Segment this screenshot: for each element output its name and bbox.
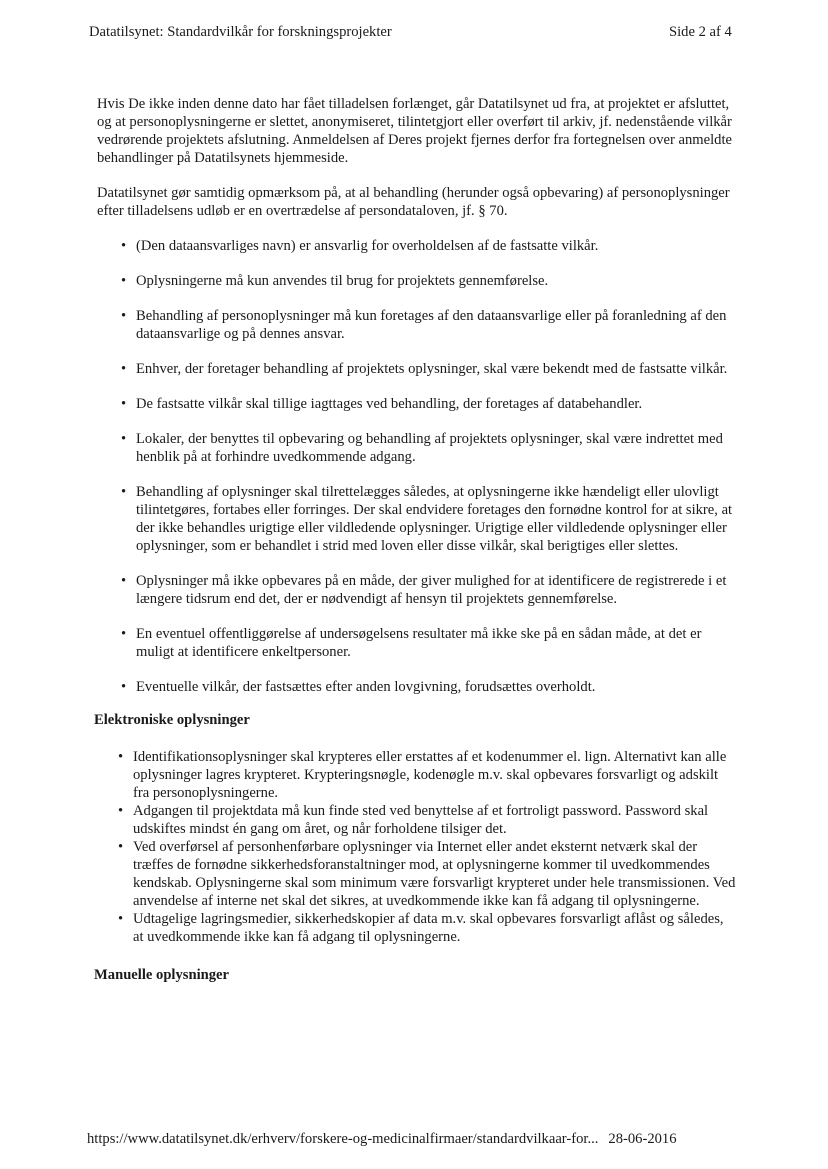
list-item-text: Behandling af personoplysninger må kun foretages af den dataansvarlige eller på foranledning af den dataansvarlige og på dennes ansvar. [136, 308, 727, 342]
list-item [97, 237, 737, 255]
list-item-text: Adgangen til projektdata må kun finde sted ved benyttelse af et fortroligt password. Password skal udskiftes mindst én gang om året, og når forholdene tilsiger det. [133, 803, 709, 837]
intro-paragraph-1: Hvis De ikke inden denne dato har fået tilladelsen forlænget, går Datatilsynet ud fra, at projektet er afsluttet, og at personoplysningerne er slettet, anonymiseret, tilintetgjort eller overført til arkiv, jf. nedenstående vilkår vedrørende projektets afslutning. Anmeldelsen af Deres projekt fjernes derfor fra fortegnelsen over anmeldte behandlinger på Datatilsynets hjemmeside. [97, 96, 732, 166]
list-item [97, 802, 737, 838]
conditions-list [97, 237, 737, 696]
list-item-text: Behandling af oplysninger skal tilrettelægges således, at oplysningerne ikke hændeligt eller ulovligt tilintetgøres, fortabes eller forringes. Der skal endvidere foretages den fornødne kontrol for at sikre, at der ikke behandles urigtige eller vildledende oplysninger. Urigtige eller vildledende oplysninger eller oplysninger, som er behandlet i strid med loven eller disse vilkår, skal berigtiges eller slettes. [136, 484, 733, 554]
list-item-text: De fastsatte vilkår skal tillige iagttages ved behandling, der foretages af databehandler. [136, 396, 643, 412]
list-item [97, 572, 737, 608]
intro-paragraph-2: Datatilsynet gør samtidig opmærksom på, at al behandling (herunder også opbevaring) af personoplysninger efter tilladelsens udløb er en overtrædelse af persondataloven, jf. § 70. [97, 185, 730, 219]
list-item [97, 272, 737, 290]
list-item [97, 678, 737, 696]
list-item-text: Ved overførsel af personhenførbare oplysninger via Internet eller andet eksternt netværk skal der træffes de fornødne sikkerhedsforanstaltninger mod, at oplysningerne kommer til uvedkommendes kendskab. Oplysningerne skal som minimum være forsvarligt krypteret under hele transmissionen. Ved anvendelse af interne net skal det sikres, at uvedkommende ikke kan få adgang til oplysningerne. [133, 839, 736, 909]
bullet-icon: • [121, 396, 127, 412]
list-item [97, 910, 737, 946]
bullet-icon: • [118, 839, 124, 855]
list-item-text: En eventuel offentliggørelse af undersøgelsens resultater må ikke ske på en sådan måde, at det er muligt at identificere enkeltpersoner. [136, 626, 702, 660]
bullet-icon: • [121, 308, 127, 324]
list-item-text: Identifikationsoplysninger skal krypteres eller erstattes af et kodenummer el. lign. Alternativt kan alle oplysninger lagres krypteret. Krypteringsnøgle, kodenøgle m.v. skal opbevares forsvarligt og adskilt fra personoplysningerne. [133, 749, 727, 801]
list-item-text: Oplysningerne må kun anvendes til brug for projektets gennemførelse. [136, 273, 549, 289]
section-heading-electronic: Elektroniske oplysninger [94, 712, 250, 728]
bullet-icon: • [121, 238, 127, 254]
bullet-icon: • [121, 484, 127, 500]
list-item-text: (Den dataansvarliges navn) er ansvarlig for overholdelsen af de fastsatte vilkår. [136, 238, 599, 254]
list-item [97, 395, 737, 413]
bullet-icon: • [121, 573, 127, 589]
list-item-text: Enhver, der foretager behandling af projektets oplysninger, skal være bekendt med de fastsatte vilkår. [136, 361, 728, 377]
bullet-icon: • [121, 361, 127, 377]
bullet-icon: • [118, 749, 124, 765]
bullet-icon: • [118, 803, 124, 819]
footer-url[interactable]: https://www.datatilsynet.dk/erhverv/forskere-og-medicinalfirmaer/standardvilkaar-for... [87, 1131, 599, 1147]
list-item [97, 307, 737, 343]
document-body [94, 95, 737, 984]
bullet-icon: • [121, 431, 127, 447]
section-heading-manual: Manuelle oplysninger [94, 967, 229, 983]
footer-date: 28-06-2016 [608, 1131, 677, 1147]
list-item [97, 483, 737, 555]
list-item [97, 360, 737, 378]
electronic-list [97, 748, 737, 946]
list-item [97, 748, 737, 802]
list-item-text: Lokaler, der benyttes til opbevaring og behandling af projektets oplysninger, skal være indrettet med henblik på at forhindre uvedkommende adgang. [136, 431, 723, 465]
list-item [97, 625, 737, 661]
list-item-text: Udtagelige lagringsmedier, sikkerhedskopier af data m.v. skal opbevares forsvarligt aflåst og således, at uvedkommende ikke kan få adgang til oplysningerne. [133, 911, 724, 945]
bullet-icon: • [121, 626, 127, 642]
list-item-text: Eventuelle vilkår, der fastsættes efter anden lovgivning, forudsættes overholdt. [136, 679, 596, 695]
bullet-icon: • [121, 273, 127, 289]
page-footer [87, 1130, 677, 1148]
bullet-icon: • [118, 911, 124, 927]
header-title: Datatilsynet: Standardvilkår for forskningsprojekter [89, 24, 392, 40]
list-item [97, 430, 737, 466]
list-item [97, 838, 737, 910]
header-page-number: Side 2 af 4 [669, 24, 732, 40]
list-item-text: Oplysninger må ikke opbevares på en måde, der giver mulighed for at identificere de registrerede i et længere tidsrum end det, der er nødvendigt af hensyn til projektets gennemførelse. [136, 573, 727, 607]
bullet-icon: • [121, 679, 127, 695]
